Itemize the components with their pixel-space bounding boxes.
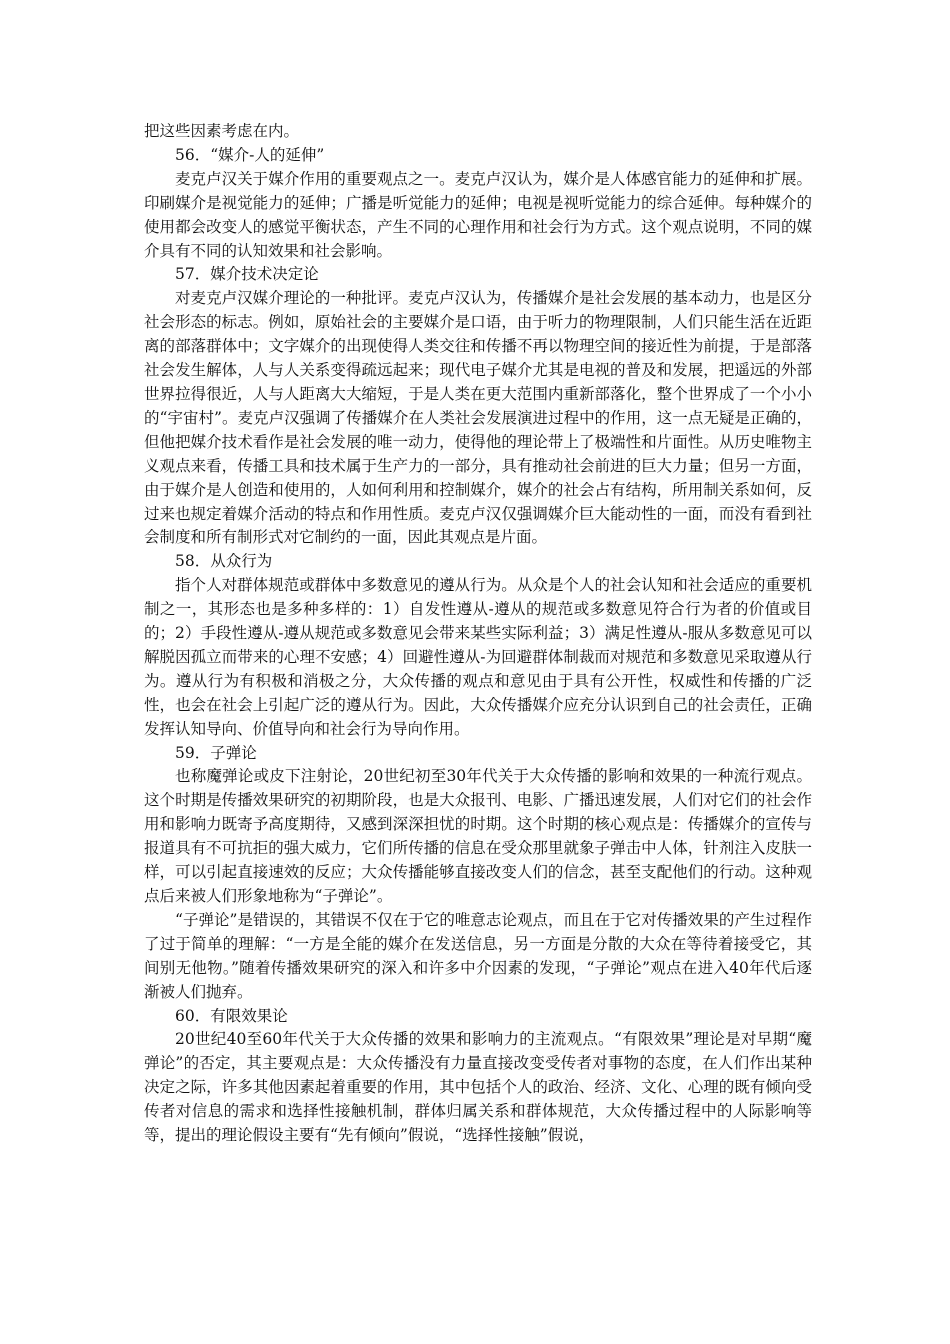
paragraph-56: 麦克卢汉关于媒介作用的重要观点之一。麦克卢汉认为，媒介是人体感官能力的延伸和扩展。印刷媒介是视觉能力的延伸；广播是听觉能力的延伸；电视是视听觉能力的综合延伸。每种媒介的使用都会改变人的感觉平衡状态，产生不同的心理作用和社会行为方式。这个观点说明，不同的媒介具有不同的认知效果和社会影响。 (144, 169, 812, 260)
paragraph-59-b: “子弹论”是错误的，其错误不仅在于它的唯意志论观点，而且在于它对传播效果的产生过程作了过于简单的理解：“一方是全能的媒介在发送信息，另一方面是分散的大众在等待着接受它，其间别无他物。”随着传播效果研究的深入和许多中介因素的发现，“子弹论”观点在进入40年代后逐渐被人们抛弃。 (144, 910, 812, 1001)
section-heading-56: 56．“媒介-人的延伸” (175, 145, 325, 164)
section-heading-60: 60．有限效果论 (175, 1006, 288, 1025)
section-heading-57: 57．媒介技术决定论 (175, 265, 319, 284)
paragraph-57: 对麦克卢汉媒介理论的一种批评。麦克卢汉认为，传播媒介是社会发展的基本动力，也是区分社会形态的标志。例如，原始社会的主要媒介是口语，由于听力的物理限制，人们只能生活在近距离的部落群体中；文字媒介的出现使得人类交往和传播不再以物理空间的接近性为前提，于是部落社会发生解体，人与人关系变得疏远起来；现代电子媒介尤其是电视的普及和发展，把遥远的外部世界拉得很近，人与人距离大大缩短，于是人类在更大范围内重新部落化，整个世界成了一个小小的“宇宙村”。麦克卢汉强调了传播媒介在人类社会发展演进过程中的作用，这一点无疑是正确的，但他把媒介技术看作是社会发展的唯一动力，使得他的理论带上了极端性和片面性。从历史唯物主义观点来看，传播工具和技术属于生产力的一部分，具有推动社会前进的巨大力量；但另一方面，由于媒介是人创造和使用的，人如何利用和控制媒介，媒介的社会占有结构，所用制关系如何，反过来也规定着媒介活动的特点和作用性质。麦克卢汉仅强调媒介巨大能动性的一面，而没有看到社会制度和所有制形式对它制约的一面，因此其观点是片面。 (144, 289, 812, 547)
paragraph-continuation: 把这些因素考虑在内。 (144, 122, 300, 140)
paragraph-59-a: 也称魔弹论或皮下注射论，20世纪初至30年代关于大众传播的影响和效果的一种流行观点。这个时期是传播效果研究的初期阶段，也是大众报刊、电影、广播迅速发展，人们对它们的社会作用和影响力既寄予高度期待，又感到深深担忧的时期。这个时期的核心观点是：传播媒介的宣传与报道具有不可抗拒的强大威力，它们所传播的信息在受众那里就象子弹击中人体，针剂注入皮肤一样，可以引起直接速效的反应；大众传播能够直接改变人们的信念，甚至支配他们的行动。这种观点后来被人们形象地称为“子弹论”。 (144, 767, 812, 905)
paragraph-60: 20世纪40至60年代关于大众传播的效果和影响力的主流观点。“有限效果”理论是对早期“魔弹论”的否定，其主要观点是：大众传播没有力量直接改变受传者对事物的态度，在人们作出某种决定之际，许多其他因素起着重要的作用，其中包括个人的政治、经济、文化、心理的既有倾向受传者对信息的需求和选择性接触机制，群体归属关系和群体规范，大众传播过程中的人际影响等等，提出的理论假设主要有“先有倾向”假说，“选择性接触”假说， (144, 1030, 812, 1145)
document-body (144, 120, 812, 1148)
paragraph-58: 指个人对群体规范或群体中多数意见的遵从行为。从众是个人的社会认知和社会适应的重要机制之一，其形态也是多种多样的：1）自发性遵从-遵从的规范或多数意见符合行为者的价值或目的；2）手段性遵从-遵从规范或多数意见会带来某些实际利益；3）满足性遵从-服从多数意见可以解脱因孤立而带来的心理不安感；4）回避性遵从-为回避群体制裁而对规范和多数意见采取遵从行为。遵从行为有积极和消极之分，大众传播的观点和意见由于具有公开性，权威性和传播的广泛性，也会在社会上引起广泛的遵从行为。因此，大众传播媒介应充分认识到自己的社会责任，正确发挥认知导向、价值导向和社会行为导向作用。 (144, 576, 812, 738)
section-heading-59: 59．子弹论 (175, 743, 257, 762)
section-heading-58: 58．从众行为 (175, 552, 273, 571)
